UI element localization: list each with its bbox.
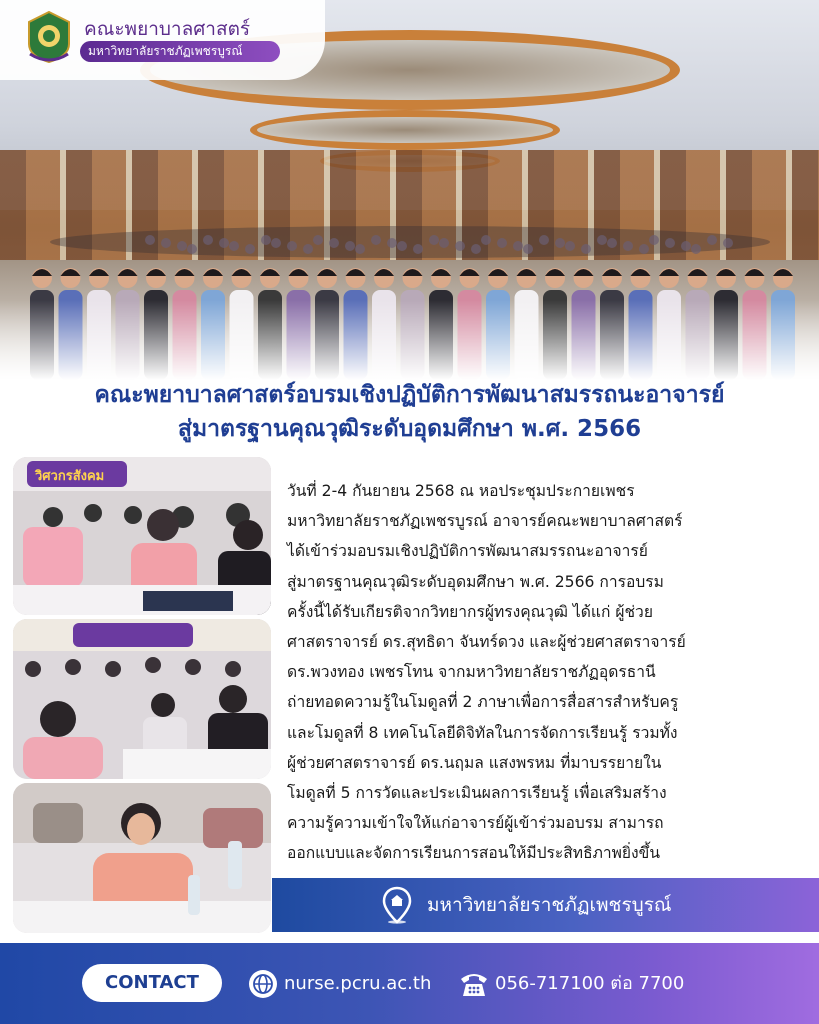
- training-photo-3: [13, 783, 271, 933]
- attendee-hair: [175, 269, 195, 276]
- attendee-head: [523, 244, 533, 254]
- article-line: ถ่ายทอดความรู้ในโมดูลที่ 2 ภาษาเพื่อการสื่อสารสำหรับครู: [287, 693, 679, 712]
- attendee-hair: [317, 269, 337, 276]
- location-pin-icon: [382, 886, 412, 924]
- article-line: ผู้ช่วยศาสตราจารย์ ดร.นฤมล แสงพรหม ที่มาบรรยายใน: [287, 753, 662, 772]
- attendee-head: [145, 235, 155, 245]
- attendee-head: [607, 238, 617, 248]
- attendee-head: [413, 244, 423, 254]
- attendee-head: [497, 238, 507, 248]
- attendee-hair: [203, 269, 223, 276]
- university-name-pill: มหาวิทยาลัยราชภัฏเพชรบูรณ์: [80, 41, 280, 62]
- attendee-head: [429, 235, 439, 245]
- article-line: โมดูลที่ 5 การวัดและประเมินผลการเรียนรู้ เพื่อเสริมสร้าง: [287, 784, 667, 803]
- attendee-head: [481, 235, 491, 245]
- attendee-head: [639, 244, 649, 254]
- attendee-hair: [32, 269, 52, 276]
- attendee-head: [691, 244, 701, 254]
- attendee-head: [203, 235, 213, 245]
- attendee-head: [345, 241, 355, 251]
- article-headline: [0, 378, 819, 446]
- photo-banner-text: วิศวกรสังคม: [35, 469, 105, 484]
- location-text: มหาวิทยาลัยราชภัฏเพชรบูรณ์: [427, 894, 672, 916]
- training-photo-1: [13, 457, 271, 615]
- attendee-head: [355, 244, 365, 254]
- attendee-head: [455, 241, 465, 251]
- attendee-hair: [574, 269, 594, 276]
- attendee-head: [623, 241, 633, 251]
- attendee-hair: [118, 269, 138, 276]
- article-line: และโมดูลที่ 8 เทคโนโลยีดิจิทัลในการจัดการเรียนรู้ รวมทั้ง: [287, 723, 678, 742]
- attendee-head: [371, 235, 381, 245]
- attendee-head: [229, 241, 239, 251]
- attendee-head: [439, 238, 449, 248]
- attendee-head: [187, 244, 197, 254]
- ceiling-light-ring: [250, 110, 560, 150]
- phone-number[interactable]: 056-717100 ต่อ 7700: [495, 973, 685, 994]
- faculty-seal-icon: [24, 10, 74, 64]
- attendee-hair: [289, 269, 309, 276]
- attendee-hair: [545, 269, 565, 276]
- attendee-hair: [260, 269, 280, 276]
- attendee-hair: [488, 269, 508, 276]
- headline-line-2: สู่มาตรฐานคุณวุฒิระดับอุดมศึกษา พ.ศ. 2566: [177, 416, 642, 442]
- attendee-head: [387, 238, 397, 248]
- article-line: ครั้งนี้ได้รับเกียรติจากวิทยากรผู้ทรงคุณวุฒิ ได้แก่ ผู้ช่วย: [287, 602, 653, 621]
- attendee-hair: [61, 269, 81, 276]
- article-line: ศาสตราจารย์ ดร.สุทธิดา จันทร์ดวง และผู้ช่วยศาสตราจารย์: [287, 633, 686, 652]
- attendee-hair: [146, 269, 166, 276]
- training-photo-2: [13, 619, 271, 779]
- attendee-head: [329, 238, 339, 248]
- attendee-head: [723, 238, 733, 248]
- logo-banner: [0, 0, 325, 80]
- attendee-head: [649, 235, 659, 245]
- attendee-hair: [659, 269, 679, 276]
- attendee-head: [555, 238, 565, 248]
- attendee-head: [681, 241, 691, 251]
- attendee-head: [245, 244, 255, 254]
- attendee-head: [161, 238, 171, 248]
- attendee-head: [597, 235, 607, 245]
- attendee-hair: [403, 269, 423, 276]
- location-bar: [272, 878, 819, 932]
- attendee-hair: [602, 269, 622, 276]
- article-line: ความรู้ความเข้าใจให้แก่อาจารย์ผู้เข้าร่วมอบรม สามารถ: [287, 814, 664, 833]
- attendee-head: [513, 241, 523, 251]
- attendee-head: [565, 241, 575, 251]
- attendee-head: [271, 238, 281, 248]
- attendee-hair: [374, 269, 394, 276]
- attendee-head: [665, 238, 675, 248]
- article-line: มหาวิทยาลัยราชภัฏเพชรบูรณ์ อาจารย์คณะพยาบาลศาสตร์: [287, 512, 683, 531]
- attendee-head: [707, 235, 717, 245]
- attendee-head: [177, 241, 187, 251]
- article-body: [287, 476, 807, 869]
- website-link[interactable]: nurse.pcru.ac.th: [284, 973, 432, 994]
- attendee-head: [539, 235, 549, 245]
- attendee-hair: [773, 269, 793, 276]
- telephone-icon: [458, 969, 490, 999]
- article-line: วันที่ 2-4 กันยายน 2568 ณ หอประชุมประกายเพชร: [287, 482, 635, 500]
- article-line: ออกแบบและจัดการเรียนการสอนให้มีประสิทธิภาพยิ่งขึ้น: [287, 844, 660, 863]
- article-line: สู่มาตรฐานคุณวุฒิระดับอุดมศึกษา พ.ศ. 2566 การอบรม: [287, 572, 664, 591]
- faculty-name: คณะพยาบาลศาสตร์: [84, 18, 251, 40]
- attendee-head: [397, 241, 407, 251]
- attendee-hair: [346, 269, 366, 276]
- headline-line-1: คณะพยาบาลศาสตร์อบรมเชิงปฏิบัติการพัฒนาสมรรถนะอาจารย์: [94, 382, 725, 408]
- contact-footer: [0, 943, 819, 1024]
- attendee-head: [261, 235, 271, 245]
- hero-fade: [0, 300, 819, 380]
- attendee-head: [471, 244, 481, 254]
- globe-icon: [248, 969, 278, 999]
- contact-button[interactable]: CONTACT: [82, 964, 222, 1002]
- attendee-head: [581, 244, 591, 254]
- attendee-hair: [460, 269, 480, 276]
- attendee-head: [303, 244, 313, 254]
- attendee-hair: [688, 269, 708, 276]
- attendee-hair: [517, 269, 537, 276]
- attendee-hair: [89, 269, 109, 276]
- attendee-head: [287, 241, 297, 251]
- attendee-head: [313, 235, 323, 245]
- attendee-head: [219, 238, 229, 248]
- article-line: ดร.พวงทอง เพชรโทน จากมหาวิทยาลัยราชภัฏอุดรธานี: [287, 663, 656, 682]
- attendee-hair: [431, 269, 451, 276]
- attendee-hair: [232, 269, 252, 276]
- article-line: ได้เข้าร่วมอบรมเชิงปฏิบัติการพัฒนาสมรรถนะอาจารย์: [287, 542, 648, 561]
- attendee-hair: [716, 269, 736, 276]
- attendee-hair: [745, 269, 765, 276]
- attendee-hair: [631, 269, 651, 276]
